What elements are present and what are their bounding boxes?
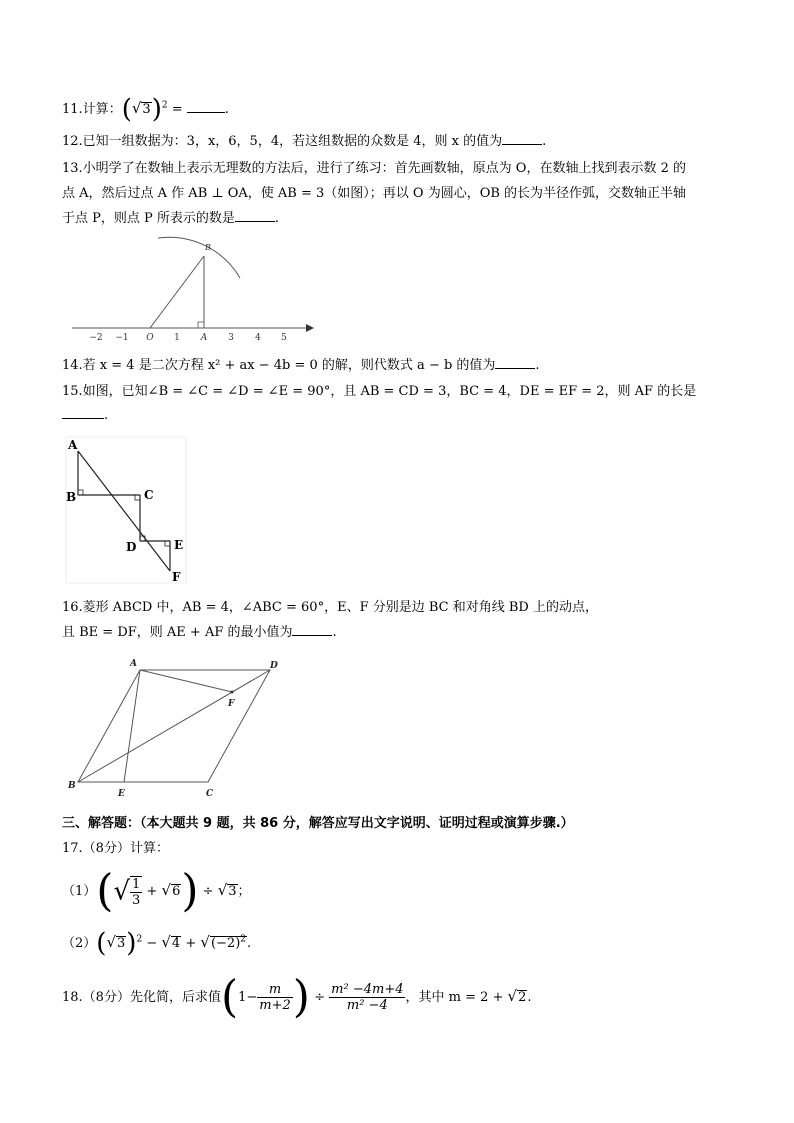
q12-text: 12.已知一组数据为：3，x，6，5，4，若这组数据的众数是 4，则 x 的值为 bbox=[62, 134, 503, 149]
q12-answer-blank[interactable] bbox=[502, 144, 542, 145]
q14-text: 14.若 x = 4 是二次方程 x² + ax − 4b = 0 的解，则代数式 a − b 的值为 bbox=[62, 358, 496, 373]
q17-p1-fraction: $\frac{1}{3}$ bbox=[132, 876, 141, 908]
tick-1: 1 bbox=[174, 333, 180, 343]
right-angle-e bbox=[165, 541, 170, 546]
label-c: C bbox=[206, 789, 214, 796]
segment-ae bbox=[124, 670, 140, 782]
section-3-heading: 三、解答题：（本大题共 9 题，共 86 分，解答应写出文字说明、证明过程或演算步骤.） bbox=[62, 816, 574, 831]
label-a: A bbox=[68, 438, 78, 452]
label-c: C bbox=[144, 488, 154, 502]
right-angle-mark bbox=[198, 322, 204, 328]
question-11: 11.计算：$(√3)^2$ = . bbox=[62, 94, 229, 125]
axis-arrow-icon bbox=[306, 324, 314, 332]
q14-answer-blank[interactable] bbox=[495, 368, 535, 369]
label-e: E bbox=[174, 538, 184, 552]
label-e: E bbox=[118, 789, 125, 796]
q15-line1: 15.如图，已知∠B = ∠C = ∠D = ∠E = 90°，且 AB = CD = 3，BC = 4，DE = EF = 2，则 AF 的长是 bbox=[62, 384, 697, 399]
tick-5: 5 bbox=[281, 333, 287, 343]
label-b: B bbox=[68, 781, 76, 791]
tick-neg1: −1 bbox=[115, 333, 129, 343]
tick-3: 3 bbox=[228, 333, 234, 343]
q11-radicand: 3 bbox=[142, 102, 151, 117]
label-a: A bbox=[130, 659, 137, 669]
q11-text: 计算： bbox=[82, 102, 122, 117]
point-f bbox=[231, 691, 234, 694]
question-15-line2: . bbox=[62, 408, 108, 424]
zigzag-figure bbox=[64, 435, 188, 585]
label-b: B bbox=[66, 490, 77, 504]
question-16-line2: 且 BE = DF，则 AE + AF 的最小值为 . bbox=[62, 625, 337, 640]
q17-p1-label: （1） bbox=[62, 884, 97, 899]
q16-answer-blank[interactable] bbox=[292, 635, 332, 636]
question-14: 14.若 x = 4 是二次方程 x² + ax − 4b = 0 的解，则代数式 a − b 的值为 . bbox=[62, 358, 540, 373]
tick-a: A bbox=[200, 333, 208, 343]
q18-fraction-1: $\frac{m}{m+2}$ bbox=[259, 982, 291, 1013]
label-f: F bbox=[228, 699, 235, 709]
tick-origin: O bbox=[146, 333, 154, 343]
number-line-figure bbox=[70, 236, 320, 346]
q13-answer-blank[interactable] bbox=[235, 221, 275, 222]
question-18: 18.（8分）先化简，后求值(1− $\frac{m}{m+2}$ ) ÷ $\frac{\text{m² −4m+4}}{\text{m² −4}}$ ，其中 m = 2 + √2. bbox=[62, 971, 532, 1023]
tick-4: 4 bbox=[255, 333, 261, 343]
q18-fraction-2: $\frac{\text{m² −4m+4}}{\text{m² −4}}$ bbox=[331, 982, 404, 1013]
label-d: D bbox=[270, 661, 278, 671]
q11-equals: = bbox=[171, 102, 183, 117]
q18-head: 18.（8分）先化简，后求值 bbox=[62, 990, 221, 1005]
q11-answer-blank[interactable] bbox=[187, 112, 225, 113]
segment-af bbox=[78, 451, 170, 571]
q16-line1: 16.菱形 ABCD 中，AB = 4，∠ABC = 60°，E、F 分别是边 BC 和对角线 BD 上的动点， bbox=[62, 600, 598, 615]
label-d: D bbox=[126, 540, 137, 554]
segment-af bbox=[140, 670, 232, 692]
q17-head: 17.（8分）计算： bbox=[62, 841, 169, 856]
q16-line2: 且 BE = DF，则 AE + AF 的最小值为 bbox=[62, 625, 293, 640]
q13-line2: 点 A，然后过点 A 作 AB ⊥ OA，使 AB = 3（如图）；再以 O 为圆心，OB 的长为半径作弧，交数轴正半轴 bbox=[62, 186, 687, 201]
label-f: F bbox=[172, 570, 181, 584]
arc bbox=[158, 237, 240, 278]
q17-p2-label: （2） bbox=[62, 936, 97, 951]
q17-part1: （1）(√ $\frac{1}{3}$ + √6) ÷ √3； bbox=[62, 865, 251, 917]
tick-neg2: −2 bbox=[89, 333, 103, 343]
segment-ob bbox=[150, 256, 204, 328]
label-b: B bbox=[205, 243, 211, 252]
diagonal-bd bbox=[78, 670, 270, 782]
right-angle-c bbox=[135, 495, 140, 500]
q17-p2-radicand: $(-2)^2$ bbox=[210, 934, 246, 951]
q13-line1: 13.小明学了在数轴上表示无理数的方法后，进行了练习：首先画数轴，原点为 O，在数轴上找到表示数 2 的 bbox=[62, 161, 687, 176]
question-13-line3: 于点 P，则点 P 所表示的数是 . bbox=[62, 211, 280, 226]
q13-line3: 于点 P，则点 P 所表示的数是 bbox=[62, 211, 235, 226]
question-12: 12.已知一组数据为：3，x，6，5，4，若这组数据的众数是 4，则 x 的值为 . bbox=[62, 134, 547, 149]
right-angle-b bbox=[78, 490, 83, 495]
q17-part2: $(2)(√3)^2 - √4 + √(-2)^2$. bbox=[62, 928, 252, 959]
q11-number: 11. bbox=[62, 102, 83, 117]
rhombus-figure bbox=[62, 656, 292, 796]
q15-answer-blank[interactable] bbox=[62, 418, 104, 419]
